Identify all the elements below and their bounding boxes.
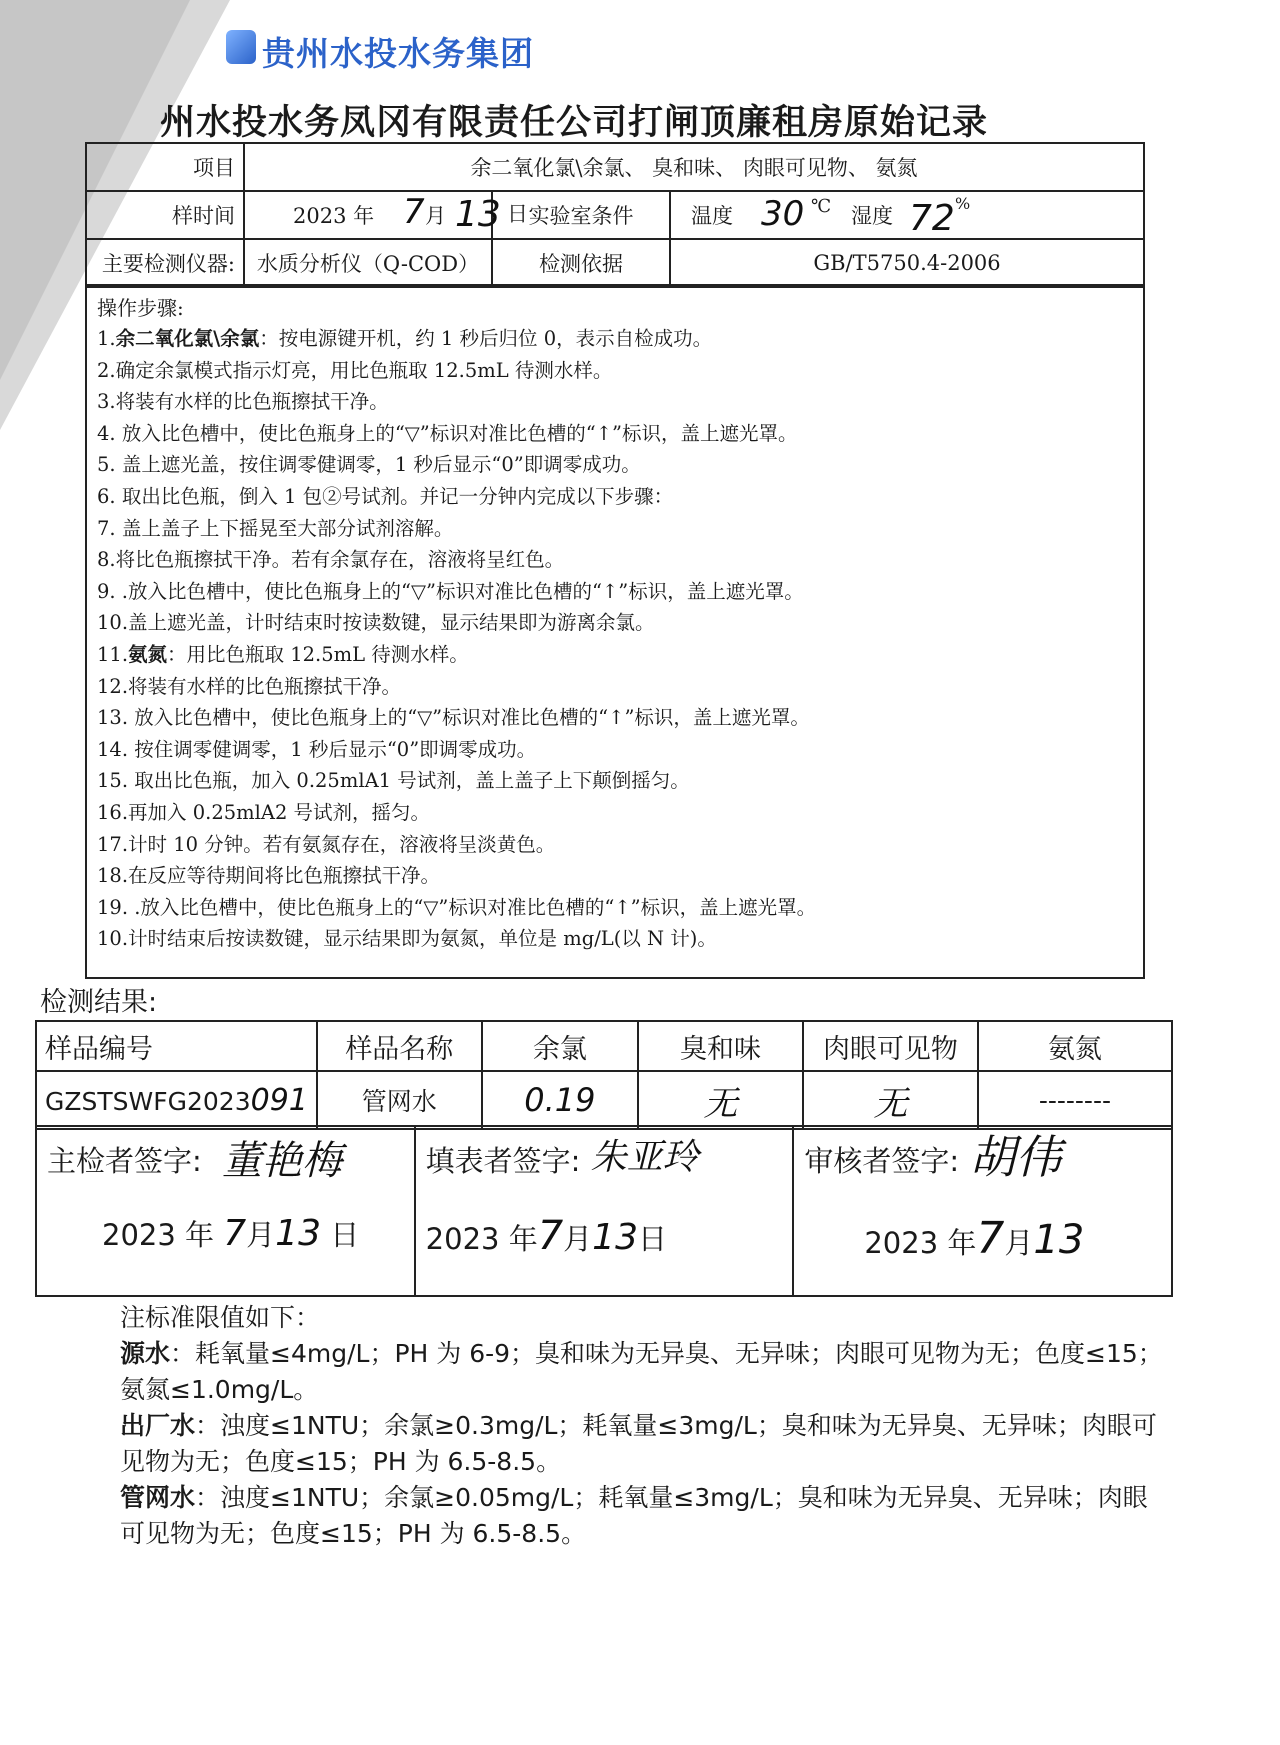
step-number: 8.	[97, 548, 116, 572]
notes-intro: 注标准限值如下：	[120, 1303, 321, 1332]
filler-date	[426, 1213, 667, 1259]
company-logo-text: 贵州水投水务集团	[262, 34, 534, 73]
notes-factory-label: 出厂水	[120, 1411, 196, 1440]
time-day-handwritten: 13	[455, 194, 501, 235]
step-number: 3.	[97, 390, 116, 414]
hum-label: 湿度	[851, 204, 893, 228]
notes-factory-line2: 见物为无；色度≤15；PH 为 6.5-8.5。	[120, 1447, 562, 1476]
step-text: 取出比色瓶，加入 0.25mlA1 号试剂，盖上盖子上下颠倒摇匀。	[134, 769, 690, 793]
temp-unit: ℃	[811, 196, 832, 217]
step-item	[97, 734, 1133, 766]
notes-source-line	[120, 1336, 1200, 1372]
reviewer-date-month: 7	[976, 1213, 1005, 1264]
step-number: 5.	[97, 453, 122, 477]
visible-handwritten: 无	[873, 1083, 908, 1124]
notes-pipe-line	[120, 1480, 1200, 1516]
hum-unit: %	[955, 194, 971, 213]
step-number: 13.	[97, 706, 135, 730]
info-table	[85, 142, 1145, 288]
filler-cell	[416, 1127, 795, 1295]
temp-label: 温度	[691, 204, 733, 228]
step-item	[97, 671, 1133, 703]
cell-sample-name: 管网水	[317, 1071, 482, 1129]
notes-factory-line	[120, 1408, 1200, 1444]
reviewer-date-year: 2023 年	[864, 1226, 977, 1260]
time-value-cell	[244, 191, 528, 239]
filler-date-day: 13	[592, 1217, 638, 1258]
instrument-value: 水质分析仪（Q-COD）	[244, 239, 492, 287]
step-text: 放入比色槽中，使比色瓶身上的“▽”标识对准比色槽的“↑”标识，盖上遮光罩。	[121, 421, 798, 445]
step-text: 放入比色槽中，使比色瓶身上的“▽”标识对准比色槽的“↑”标识，盖上遮光罩。	[140, 895, 817, 919]
time-month-unit: 月	[425, 204, 446, 228]
step-number: 4.	[97, 421, 122, 445]
inspector-date-month-unit: 月	[246, 1218, 276, 1252]
step-list	[97, 323, 1133, 955]
step-item	[97, 607, 1133, 639]
reviewer-date-day: 13	[1033, 1217, 1085, 1263]
step-number: 6.	[97, 484, 122, 508]
step-item	[97, 449, 1133, 481]
time-label: 样时间	[86, 191, 244, 239]
step-item	[97, 892, 1133, 924]
cell-ammonia: --------	[978, 1071, 1172, 1129]
step-number: 17.	[97, 832, 129, 856]
step-number: 16.	[97, 800, 129, 824]
page-title: 州水投水务凤冈有限责任公司打闸顶廉租房原始记录	[160, 102, 989, 143]
cell-visible	[803, 1071, 978, 1129]
results-table	[35, 1020, 1173, 1130]
temp-value-handwritten: 30	[761, 194, 805, 234]
inspector-signature: 董艳梅	[222, 1138, 342, 1184]
step-item	[97, 576, 1133, 608]
cell-sample-no	[36, 1071, 317, 1129]
signature-row	[35, 1125, 1173, 1297]
notes-factory-text: ：浊度≤1NTU；余氯≥0.3mg/L；耗氧量≤3mg/L；臭和味为无异臭、无异味；肉眼可	[195, 1411, 1157, 1440]
filler-label: 填表者签字:	[425, 1144, 581, 1178]
col-sample-no: 样品编号	[36, 1021, 317, 1071]
step-item	[97, 860, 1133, 892]
reviewer-signature: 胡伟	[969, 1130, 1062, 1184]
step-number: 11.	[97, 642, 129, 666]
chlorine-handwritten: 0.19	[524, 1081, 596, 1119]
inspector-cell	[37, 1127, 416, 1295]
item-value: 余二氧化氯\余氯、 臭和味、 肉眼可见物、 氨氮	[244, 143, 1144, 191]
step-item	[97, 323, 1133, 355]
time-day-unit: 日	[507, 202, 528, 226]
info-row-time	[86, 191, 1144, 239]
filler-signature: 朱亚玲	[590, 1137, 699, 1178]
col-chlorine: 余氯	[482, 1021, 638, 1071]
filler-date-month: 7	[537, 1213, 564, 1259]
steps-heading: 操作步骤:	[97, 296, 184, 320]
step-text: ：按电源键开机，约 1 秒后归位 0，表示自检成功。	[259, 327, 713, 350]
col-visible: 肉眼可见物	[803, 1021, 978, 1071]
reviewer-label: 审核者签字:	[804, 1144, 960, 1178]
time-month-handwritten: 7	[403, 192, 425, 232]
info-row-item	[86, 143, 1144, 191]
standard-limits-notes	[120, 1300, 1200, 1552]
time-year: 2023 年	[293, 204, 375, 228]
sample-no-handwritten: 091	[250, 1082, 308, 1118]
step-text: 按住调零健调零，1 秒后显示“0”即调零成功。	[134, 737, 537, 761]
step-text: 将装有水样的比色瓶擦拭干净。	[128, 674, 402, 698]
filler-date-year: 2023 年	[425, 1222, 538, 1256]
hum-value-handwritten: 72	[909, 198, 955, 239]
step-item	[97, 702, 1133, 734]
company-logo-icon	[226, 30, 256, 64]
col-sample-name: 样品名称	[317, 1021, 482, 1071]
step-number: 19. .	[97, 895, 141, 919]
notes-pipe-line2: 可见物为无；色度≤15；PH 为 6.5-8.5。	[120, 1519, 587, 1548]
inspector-date	[102, 1213, 359, 1254]
step-number: 9. .	[97, 579, 129, 603]
col-ammonia: 氨氮	[978, 1021, 1172, 1071]
info-row-instrument	[86, 239, 1144, 287]
inspector-date-year: 2023 年	[102, 1218, 215, 1252]
notes-source-line2: 氨氮≤1.0mg/L。	[120, 1375, 319, 1404]
step-text: 计时结束后按读数键，显示结果即为氨氮，单位是 mg/L(以 N 计)。	[128, 927, 717, 951]
step-item	[97, 639, 1133, 671]
notes-source-text: ：耗氧量≤4mg/L；PH 为 6-9；臭和味为无异臭、无异味；肉眼可见物为无；色度≤15；	[170, 1339, 1163, 1368]
inspector-date-day-unit: 日	[330, 1218, 360, 1252]
basis-value: GB/T5750.4-2006	[670, 239, 1144, 287]
step-text: 放入比色槽中，使比色瓶身上的“▽”标识对准比色槽的“↑”标识，盖上遮光罩。	[134, 706, 810, 730]
step-text: 取出比色瓶，倒入 1 包②号试剂。并记一分钟内完成以下步骤：	[121, 484, 674, 508]
inspector-date-day: 13	[275, 1213, 321, 1254]
step-text: 盖上遮光盖，按住调零健调零，1 秒后显示“0”即调零成功。	[121, 453, 641, 477]
step-item	[97, 513, 1133, 545]
step-number: 10.	[97, 611, 129, 635]
step-number: 15.	[97, 769, 135, 793]
step-item	[97, 923, 1133, 955]
item-label: 项目	[86, 143, 244, 191]
step-bold-label: 余二氧化氯\余氯	[115, 327, 260, 350]
step-number: 12.	[97, 674, 129, 698]
step-text: 放入比色槽中，使比色瓶身上的“▽”标识对准比色槽的“↑”标识，盖上遮光罩。	[128, 579, 804, 603]
sample-no-printed: GZSTSWFG2023	[45, 1086, 251, 1116]
step-text: 盖上盖子上下摇晃至大部分试剂溶解。	[121, 516, 454, 540]
step-item	[97, 829, 1133, 861]
instrument-label: 主要检测仪器:	[86, 239, 244, 287]
results-header-row	[36, 1021, 1172, 1071]
odor-handwritten: 无	[703, 1083, 738, 1124]
step-item	[97, 544, 1133, 576]
filler-date-day-unit: 日	[637, 1222, 667, 1256]
step-number: 18.	[97, 864, 129, 888]
reviewer-date-month-unit: 月	[1004, 1226, 1034, 1260]
basis-label: 检测依据	[492, 239, 670, 287]
cell-chlorine	[482, 1071, 638, 1129]
step-number: 14.	[97, 737, 135, 761]
step-text: 在反应等待期间将比色瓶擦拭干净。	[128, 864, 441, 888]
cell-odor	[638, 1071, 803, 1129]
results-heading: 检测结果:	[40, 987, 158, 1018]
lab-label: 实验室条件	[492, 191, 670, 239]
step-text: 确定余氯模式指示灯亮，用比色瓶取 12.5mL 待测水样。	[115, 358, 613, 382]
step-text: ：用比色瓶取 12.5mL 待测水样。	[167, 642, 469, 666]
step-number: 2.	[97, 358, 116, 382]
step-number: 7.	[97, 516, 122, 540]
step-item	[97, 481, 1133, 513]
step-text: 将装有水样的比色瓶擦拭干净。	[115, 390, 389, 414]
notes-pipe-text: ：浊度≤1NTU；余氯≥0.05mg/L；耗氧量≤3mg/L；臭和味为无异臭、无异味；肉眼	[195, 1483, 1148, 1512]
reviewer-cell	[794, 1127, 1171, 1295]
step-item	[97, 386, 1133, 418]
inspector-label: 主检者签字:	[47, 1144, 202, 1178]
step-text: 计时 10 分钟。若有氨氮存在，溶液将呈淡黄色。	[128, 832, 556, 856]
step-number: 1.	[97, 327, 116, 350]
step-text: 将比色瓶擦拭干净。若有余氯存在，溶液将呈红色。	[115, 548, 565, 572]
filler-date-month-unit: 月	[563, 1222, 593, 1256]
step-bold-label: 氨氮	[128, 642, 168, 666]
step-item	[97, 355, 1133, 387]
lab-conditions-cell	[670, 191, 1144, 239]
notes-pipe-label: 管网水	[120, 1483, 196, 1512]
step-item	[97, 797, 1133, 829]
notes-source-label: 源水	[120, 1339, 171, 1368]
step-item	[97, 418, 1133, 450]
procedure-steps	[85, 284, 1145, 979]
step-item	[97, 765, 1133, 797]
step-text: 再加入 0.25mlA2 号试剂，摇匀。	[128, 800, 431, 824]
col-odor: 臭和味	[638, 1021, 803, 1071]
reviewer-date	[864, 1213, 1084, 1264]
step-text: 盖上遮光盖，计时结束时按读数键，显示结果即为游离余氯。	[128, 611, 655, 635]
inspector-date-month: 7	[223, 1213, 247, 1254]
step-number: 10.	[97, 927, 129, 951]
